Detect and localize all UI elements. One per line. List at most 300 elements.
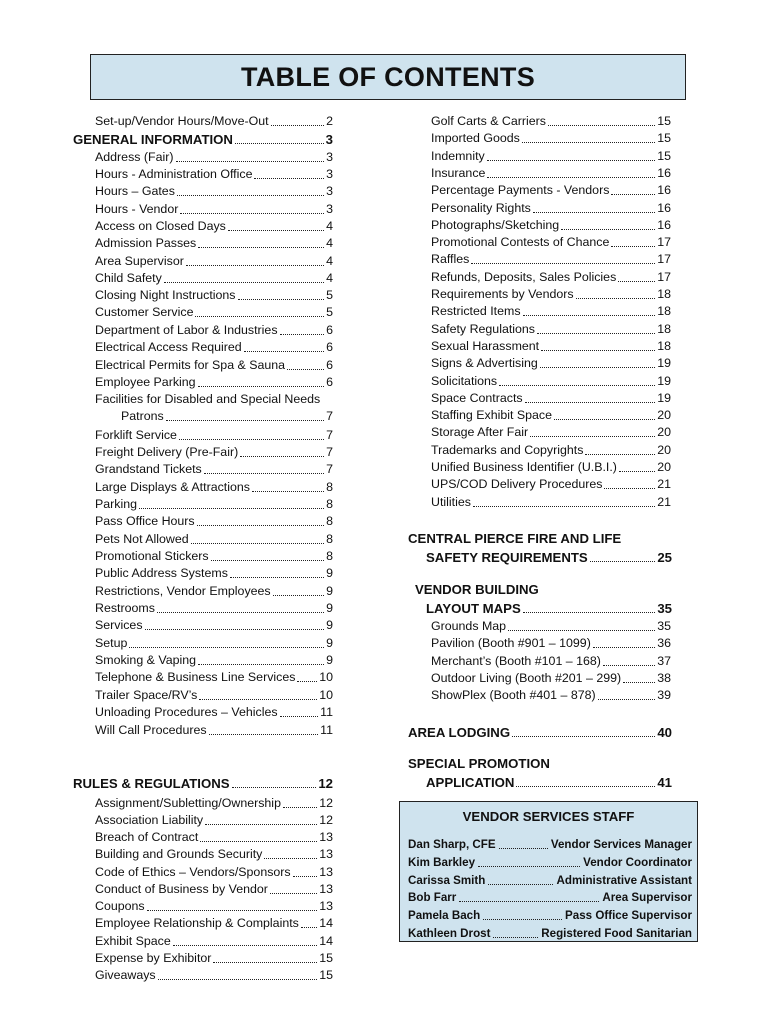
toc-entry-page: 14 bbox=[319, 916, 333, 930]
toc-entry-page: 20 bbox=[657, 442, 671, 457]
toc-entry-label: Personality Rights bbox=[431, 200, 531, 215]
toc-entry-page: 25 bbox=[657, 550, 672, 565]
toc-entry[interactable] bbox=[95, 617, 333, 634]
toc-entry[interactable] bbox=[95, 253, 333, 270]
dot-leader bbox=[533, 212, 655, 213]
toc-entry-page: 41 bbox=[657, 775, 672, 790]
dot-leader bbox=[499, 385, 655, 386]
toc-entry-label: Restrictions, Vendor Employees bbox=[95, 584, 271, 598]
dot-leader bbox=[164, 282, 324, 283]
dot-leader bbox=[200, 841, 317, 842]
toc-entry-label: Hours - Administration Office bbox=[95, 167, 253, 181]
toc-entry-page: 3 bbox=[326, 184, 333, 198]
toc-entry-page: 17 bbox=[657, 252, 671, 267]
dot-leader bbox=[177, 195, 324, 196]
toc-entry-page: 8 bbox=[326, 480, 333, 494]
dot-leader bbox=[619, 471, 655, 472]
toc-entry-label: Trademarks and Copyrights bbox=[431, 442, 584, 457]
toc-entry-page: 9 bbox=[326, 653, 333, 667]
toc-entry-page: 8 bbox=[326, 514, 333, 528]
toc-entry-page: 16 bbox=[657, 183, 671, 198]
dot-leader bbox=[235, 143, 324, 144]
dot-leader bbox=[179, 439, 324, 440]
toc-entry[interactable] bbox=[431, 321, 671, 338]
toc-entry[interactable] bbox=[95, 322, 333, 339]
toc-entry-label: Access on Closed Days bbox=[95, 219, 226, 233]
toc-entry[interactable] bbox=[121, 408, 333, 425]
toc-entry-label: Grounds Map bbox=[431, 619, 507, 633]
toc-entry-page: 7 bbox=[326, 409, 333, 423]
toc-entry[interactable] bbox=[95, 812, 333, 829]
toc-entry-label: Grandstand Tickets bbox=[95, 462, 202, 476]
toc-entry[interactable] bbox=[431, 286, 671, 303]
staff-role: Registered Food Sanitarian bbox=[541, 927, 692, 940]
dot-leader bbox=[191, 543, 324, 544]
toc-entry-label: Refunds, Deposits, Sales Policies bbox=[431, 269, 617, 284]
staff-role: Administrative Assistant bbox=[556, 873, 692, 887]
toc-entry-label: ShowPlex (Booth #401 – 878) bbox=[431, 688, 596, 703]
toc-entry[interactable] bbox=[95, 898, 333, 915]
toc-entry-label: Department of Labor & Industries bbox=[95, 323, 278, 337]
toc-entry-label: Restricted Items bbox=[431, 304, 521, 319]
toc-entry[interactable] bbox=[431, 355, 671, 372]
toc-entry-page: 18 bbox=[657, 304, 671, 319]
dot-leader bbox=[158, 979, 318, 980]
toc-entry[interactable] bbox=[431, 269, 671, 286]
toc-entry[interactable] bbox=[95, 427, 333, 444]
layout-map-entry[interactable] bbox=[431, 687, 671, 704]
toc-section-heading[interactable] bbox=[73, 131, 333, 148]
toc-entry-label: Employee Relationship & Complaints bbox=[95, 916, 299, 930]
toc-entry-page: 9 bbox=[326, 566, 333, 580]
layout-maps-entry[interactable] bbox=[426, 600, 672, 617]
toc-entry[interactable] bbox=[431, 251, 671, 268]
toc-entry-page: 9 bbox=[326, 584, 333, 598]
toc-entry-label: Photographs/Sketching bbox=[431, 217, 560, 232]
toc-entry-page: 13 bbox=[319, 882, 333, 896]
dot-leader bbox=[561, 229, 655, 230]
staff-name: Pamela Bach bbox=[408, 909, 481, 923]
toc-entry[interactable] bbox=[431, 182, 671, 199]
dot-leader bbox=[598, 699, 656, 700]
toc-entry-label: Promotional Contests of Chance bbox=[431, 235, 610, 250]
toc-entry-page: 17 bbox=[657, 269, 671, 284]
toc-entry-label: Area Supervisor bbox=[95, 254, 184, 268]
toc-entry-label: Customer Service bbox=[95, 305, 194, 319]
layout-map-entry[interactable] bbox=[431, 670, 671, 687]
toc-entry[interactable] bbox=[95, 357, 333, 374]
toc-entry-label: Association Liability bbox=[95, 813, 204, 827]
toc-entry-page: 4 bbox=[326, 254, 333, 268]
dot-leader bbox=[211, 560, 324, 561]
staff-box-title: VENDOR SERVICES STAFF bbox=[462, 809, 635, 824]
page-title: TABLE OF CONTENTS bbox=[240, 61, 536, 92]
toc-entry[interactable] bbox=[95, 881, 333, 898]
toc-entry-page: 37 bbox=[657, 653, 671, 668]
staff-name: Bob Farr bbox=[408, 891, 457, 905]
toc-entry-label: Space Contracts bbox=[431, 390, 523, 405]
toc-entry-label: Golf Carts & Carriers bbox=[431, 114, 546, 128]
dot-leader bbox=[273, 595, 324, 596]
dot-leader bbox=[205, 824, 317, 825]
toc-entry-page: 18 bbox=[657, 287, 671, 301]
toc-entry-label: Indemnity bbox=[431, 148, 485, 163]
dot-leader bbox=[548, 125, 655, 126]
toc-entry[interactable] bbox=[431, 494, 671, 511]
toc-entry-label: Giveaways bbox=[95, 968, 156, 982]
toc-entry[interactable] bbox=[95, 531, 333, 548]
toc-entry-label: Requirements by Vendors bbox=[431, 287, 574, 301]
dot-leader bbox=[271, 125, 325, 126]
toc-entry-label: Sexual Harassment bbox=[431, 338, 540, 353]
area-lodging-entry[interactable] bbox=[408, 724, 672, 741]
staff-name: Carissa Smith bbox=[408, 873, 486, 887]
dot-leader bbox=[240, 456, 324, 457]
toc-entry-label: Setup bbox=[95, 636, 128, 650]
toc-entry[interactable] bbox=[95, 669, 333, 686]
dot-leader bbox=[180, 213, 324, 214]
toc-entry[interactable] bbox=[431, 217, 671, 234]
toc-entry-label: Hours – Gates bbox=[95, 184, 175, 198]
dot-leader bbox=[254, 178, 324, 179]
staff-member-row bbox=[408, 907, 692, 924]
toc-entry[interactable] bbox=[95, 339, 333, 356]
dot-leader bbox=[297, 681, 317, 682]
toc-entry[interactable] bbox=[431, 148, 671, 165]
toc-entry-page: 4 bbox=[326, 271, 333, 285]
toc-entry[interactable] bbox=[95, 513, 333, 530]
toc-entry[interactable] bbox=[95, 479, 333, 496]
toc-entry[interactable] bbox=[95, 864, 333, 881]
layout-map-entry[interactable] bbox=[431, 618, 671, 635]
toc-entry-label: Pavilion (Booth #901 – 1099) bbox=[431, 636, 591, 651]
toc-entry[interactable] bbox=[95, 933, 333, 950]
toc-entry-page: 9 bbox=[326, 601, 333, 615]
dot-leader bbox=[611, 246, 655, 247]
dot-leader bbox=[232, 787, 317, 788]
dot-leader bbox=[593, 647, 655, 648]
toc-entry-label: Restrooms bbox=[95, 601, 155, 615]
toc-entry-page: 16 bbox=[657, 217, 671, 232]
toc-entry-page: 3 bbox=[325, 132, 333, 147]
toc-entry[interactable] bbox=[431, 303, 671, 320]
toc-entry[interactable] bbox=[431, 200, 671, 217]
toc-entry[interactable] bbox=[95, 704, 333, 721]
toc-entry[interactable] bbox=[95, 113, 333, 130]
toc-entry-page: 7 bbox=[326, 462, 333, 476]
toc-entry[interactable] bbox=[95, 846, 333, 863]
toc-entry[interactable] bbox=[95, 201, 333, 218]
dot-leader bbox=[576, 298, 656, 299]
toc-entry-label: Hours - Vendor bbox=[95, 202, 179, 216]
dot-leader bbox=[508, 630, 655, 631]
dot-leader bbox=[213, 962, 317, 963]
toc-entry[interactable] bbox=[95, 287, 333, 304]
special-promotion-entry[interactable] bbox=[426, 774, 672, 791]
fire-section-heading-line1: CENTRAL PIERCE FIRE AND LIFE bbox=[408, 531, 622, 546]
toc-entry-page: 7 bbox=[326, 428, 333, 442]
toc-entry[interactable] bbox=[95, 149, 333, 166]
dot-leader bbox=[230, 577, 324, 578]
toc-entry-page: 16 bbox=[657, 165, 671, 180]
staff-role: Pass Office Supervisor bbox=[565, 909, 692, 923]
dot-leader bbox=[483, 919, 562, 920]
toc-entry-page: 11 bbox=[320, 705, 333, 719]
dot-leader bbox=[603, 665, 655, 666]
toc-entry-page: 20 bbox=[657, 408, 671, 423]
dot-leader bbox=[270, 893, 317, 894]
toc-entry[interactable] bbox=[95, 183, 333, 200]
toc-entry[interactable] bbox=[95, 218, 333, 235]
dot-leader bbox=[522, 142, 655, 143]
staff-member-row bbox=[408, 836, 692, 853]
toc-entry[interactable] bbox=[95, 235, 333, 252]
toc-entry-page: 20 bbox=[657, 460, 671, 474]
dot-leader bbox=[523, 315, 656, 316]
toc-entry-page: 15 bbox=[657, 148, 671, 163]
dot-leader bbox=[523, 612, 656, 613]
toc-entry-page: 21 bbox=[657, 477, 671, 492]
toc-entry-label: Breach of Contract bbox=[95, 830, 199, 844]
toc-entry-label: Solicitations bbox=[431, 373, 498, 388]
toc-entry-page: 13 bbox=[319, 899, 333, 913]
toc-entry[interactable] bbox=[95, 652, 333, 669]
toc-entry[interactable] bbox=[95, 635, 333, 652]
toc-entry[interactable] bbox=[431, 234, 671, 251]
toc-entry[interactable] bbox=[95, 687, 333, 704]
staff-role: Vendor Services Manager bbox=[550, 838, 692, 851]
toc-entry-page: 5 bbox=[326, 288, 333, 302]
toc-entry[interactable] bbox=[95, 583, 333, 600]
toc-entry-page: 4 bbox=[326, 219, 333, 233]
toc-entry-label: Admission Passes bbox=[95, 236, 197, 250]
toc-entry[interactable] bbox=[95, 950, 333, 967]
dot-leader bbox=[301, 927, 317, 928]
toc-entry[interactable] bbox=[95, 795, 333, 812]
toc-entry-page: 6 bbox=[326, 358, 333, 372]
toc-entry[interactable] bbox=[431, 390, 671, 407]
dot-leader bbox=[244, 351, 324, 352]
toc-entry-label: Unloading Procedures – Vehicles bbox=[95, 705, 278, 719]
toc-entry[interactable] bbox=[431, 130, 671, 147]
toc-entry[interactable] bbox=[95, 304, 333, 321]
toc-entry-page: 12 bbox=[319, 796, 333, 810]
staff-member-row bbox=[408, 872, 692, 889]
toc-entry[interactable] bbox=[95, 548, 333, 565]
toc-entry-label: APPLICATION bbox=[426, 775, 515, 790]
toc-entry-label: Coupons bbox=[95, 899, 145, 913]
dot-leader bbox=[264, 858, 317, 859]
toc-entry-page: 7 bbox=[326, 445, 333, 459]
toc-entry-page: 3 bbox=[326, 202, 333, 216]
layout-map-entry[interactable] bbox=[431, 653, 671, 670]
dot-leader bbox=[512, 736, 655, 737]
toc-entry[interactable] bbox=[431, 442, 671, 459]
staff-name: Kathleen Drost bbox=[408, 927, 491, 940]
toc-entry-label: Services bbox=[95, 618, 143, 632]
toc-entry[interactable] bbox=[95, 166, 333, 183]
toc-entry[interactable] bbox=[95, 915, 333, 932]
toc-entry-page: 35 bbox=[657, 619, 671, 633]
dot-leader bbox=[129, 647, 324, 648]
toc-entry-label: Merchant’s (Booth #101 – 168) bbox=[431, 653, 601, 668]
dot-leader bbox=[157, 612, 324, 613]
toc-entry[interactable] bbox=[95, 444, 333, 461]
toc-entry-page: 18 bbox=[657, 338, 671, 353]
dot-leader bbox=[493, 937, 538, 938]
toc-entry[interactable] bbox=[431, 113, 671, 130]
toc-entry-page: 2 bbox=[326, 114, 333, 128]
dot-leader bbox=[176, 161, 325, 162]
toc-entry-label: Pets Not Allowed bbox=[95, 532, 189, 546]
toc-entry-label: Trailer Space/RV’s bbox=[95, 688, 198, 702]
layout-map-entry[interactable] bbox=[431, 635, 671, 652]
dot-leader bbox=[195, 316, 324, 317]
toc-entry-page: 40 bbox=[657, 725, 672, 740]
toc-entry-label: Facilities for Disabled and Special Needs bbox=[95, 392, 321, 406]
toc-entry-page: 8 bbox=[326, 549, 333, 563]
toc-entry[interactable] bbox=[431, 407, 671, 424]
dot-leader bbox=[139, 508, 324, 509]
dot-leader bbox=[537, 333, 655, 334]
toc-entry[interactable] bbox=[95, 270, 333, 287]
dot-leader bbox=[198, 386, 325, 387]
toc-entry-page: 17 bbox=[657, 235, 671, 250]
toc-entry[interactable] bbox=[95, 496, 333, 513]
dot-leader bbox=[611, 194, 655, 195]
toc-entry-page: 18 bbox=[657, 321, 671, 336]
vendor-services-staff-box bbox=[399, 801, 698, 942]
toc-entry-label: SAFETY REQUIREMENTS bbox=[426, 550, 588, 565]
toc-entry[interactable] bbox=[95, 565, 333, 582]
toc-entry-label: AREA LODGING bbox=[408, 725, 511, 740]
toc-entry[interactable] bbox=[95, 829, 333, 846]
dot-leader bbox=[541, 350, 655, 351]
toc-entry-page: 8 bbox=[326, 532, 333, 546]
toc-entry-label: LAYOUT MAPS bbox=[426, 601, 521, 616]
toc-entry-label: Building and Grounds Security bbox=[95, 847, 263, 861]
dot-leader bbox=[293, 876, 318, 877]
toc-entry-page: 35 bbox=[657, 601, 672, 616]
toc-entry-label: Electrical Access Required bbox=[95, 340, 242, 354]
dot-leader bbox=[199, 699, 317, 700]
toc-entry-page: 6 bbox=[326, 323, 333, 337]
toc-entry-label: UPS/COD Delivery Procedures bbox=[431, 477, 603, 492]
toc-entry-page: 19 bbox=[657, 356, 671, 371]
dot-leader bbox=[487, 160, 655, 161]
toc-entry-label: Electrical Permits for Spa & Sauna bbox=[95, 358, 286, 372]
toc-entry-label: Staffing Exhibit Space bbox=[431, 408, 553, 423]
toc-entry-label: Freight Delivery (Pre-Fair) bbox=[95, 445, 239, 459]
toc-entry-label: Conduct of Business by Vendor bbox=[95, 882, 268, 896]
staff-name: Kim Barkley bbox=[408, 855, 476, 869]
dot-leader bbox=[204, 473, 324, 474]
dot-leader bbox=[238, 299, 325, 300]
toc-entry-page: 14 bbox=[319, 934, 333, 948]
staff-member-row bbox=[408, 925, 692, 942]
toc-entry[interactable] bbox=[95, 374, 333, 391]
dot-leader bbox=[499, 848, 548, 849]
dot-leader bbox=[585, 454, 655, 455]
toc-entry-page: 6 bbox=[326, 340, 333, 354]
toc-entry-page: 10 bbox=[319, 688, 333, 702]
toc-entry-page: 21 bbox=[657, 494, 671, 509]
dot-leader bbox=[618, 281, 655, 282]
toc-entry-page: 38 bbox=[657, 670, 671, 685]
staff-role: Area Supervisor bbox=[602, 891, 692, 905]
dot-leader bbox=[147, 910, 318, 911]
toc-entry[interactable] bbox=[95, 967, 333, 984]
toc-entry-label: RULES & REGULATIONS bbox=[73, 776, 230, 791]
toc-entry-label: Large Displays & Attractions bbox=[95, 480, 250, 494]
toc-entry-page: 13 bbox=[319, 865, 333, 879]
toc-entry-label: Insurance bbox=[431, 165, 486, 180]
toc-entry-page: 3 bbox=[326, 150, 333, 164]
dot-leader bbox=[530, 436, 655, 437]
dot-leader bbox=[287, 369, 324, 370]
toc-entry[interactable] bbox=[431, 165, 671, 182]
dot-leader bbox=[525, 402, 656, 403]
toc-entry-page: 19 bbox=[657, 390, 671, 405]
toc-entry-page: 6 bbox=[326, 375, 333, 389]
toc-entry[interactable] bbox=[95, 391, 333, 408]
toc-entry-page: 15 bbox=[319, 968, 333, 982]
toc-entry-label: Parking bbox=[95, 497, 138, 511]
toc-entry[interactable] bbox=[431, 338, 671, 355]
toc-entry-page: 36 bbox=[657, 636, 671, 651]
toc-entry[interactable] bbox=[431, 476, 671, 493]
toc-entry[interactable] bbox=[431, 424, 671, 441]
toc-entry-page: 9 bbox=[326, 618, 333, 632]
toc-entry[interactable] bbox=[95, 600, 333, 617]
toc-title-box bbox=[90, 54, 686, 100]
toc-entry-page: 12 bbox=[319, 813, 333, 827]
toc-entry-label: Expense by Exhibitor bbox=[95, 951, 212, 965]
special-promotion-heading-line1: SPECIAL PROMOTION bbox=[408, 756, 550, 771]
dot-leader bbox=[166, 420, 324, 421]
toc-entry-page: 16 bbox=[657, 200, 671, 215]
toc-entry-page: 11 bbox=[320, 723, 333, 737]
toc-entry-page: 19 bbox=[657, 373, 671, 388]
toc-entry-label: Patrons bbox=[121, 409, 164, 423]
toc-entry-label: Closing Night Instructions bbox=[95, 288, 236, 302]
toc-entry-label: Public Address Systems bbox=[95, 566, 228, 580]
staff-role: Vendor Coordinator bbox=[583, 855, 692, 869]
dot-leader bbox=[173, 945, 317, 946]
dot-leader bbox=[487, 177, 655, 178]
dot-leader bbox=[283, 807, 317, 808]
toc-section-heading[interactable] bbox=[73, 775, 333, 792]
toc-entry-label: Unified Business Identifier (U.B.I.) bbox=[431, 460, 617, 474]
toc-entry-label: Signs & Advertising bbox=[431, 356, 538, 371]
toc-entry[interactable] bbox=[431, 459, 671, 476]
dot-leader bbox=[280, 716, 319, 717]
toc-entry[interactable] bbox=[95, 722, 333, 739]
staff-member-row bbox=[408, 854, 692, 871]
dot-leader bbox=[186, 265, 324, 266]
dot-leader bbox=[604, 488, 655, 489]
toc-entry-label: Child Safety bbox=[95, 271, 162, 285]
toc-entry-page: 3 bbox=[326, 167, 333, 181]
toc-entry-label: Exhibit Space bbox=[95, 934, 171, 948]
toc-entry-page: 5 bbox=[326, 305, 333, 319]
dot-leader bbox=[540, 367, 655, 368]
fire-section-entry[interactable] bbox=[426, 549, 672, 566]
toc-entry[interactable] bbox=[431, 373, 671, 390]
dot-leader bbox=[280, 334, 325, 335]
toc-entry-page: 20 bbox=[657, 425, 671, 440]
toc-entry[interactable] bbox=[95, 461, 333, 478]
